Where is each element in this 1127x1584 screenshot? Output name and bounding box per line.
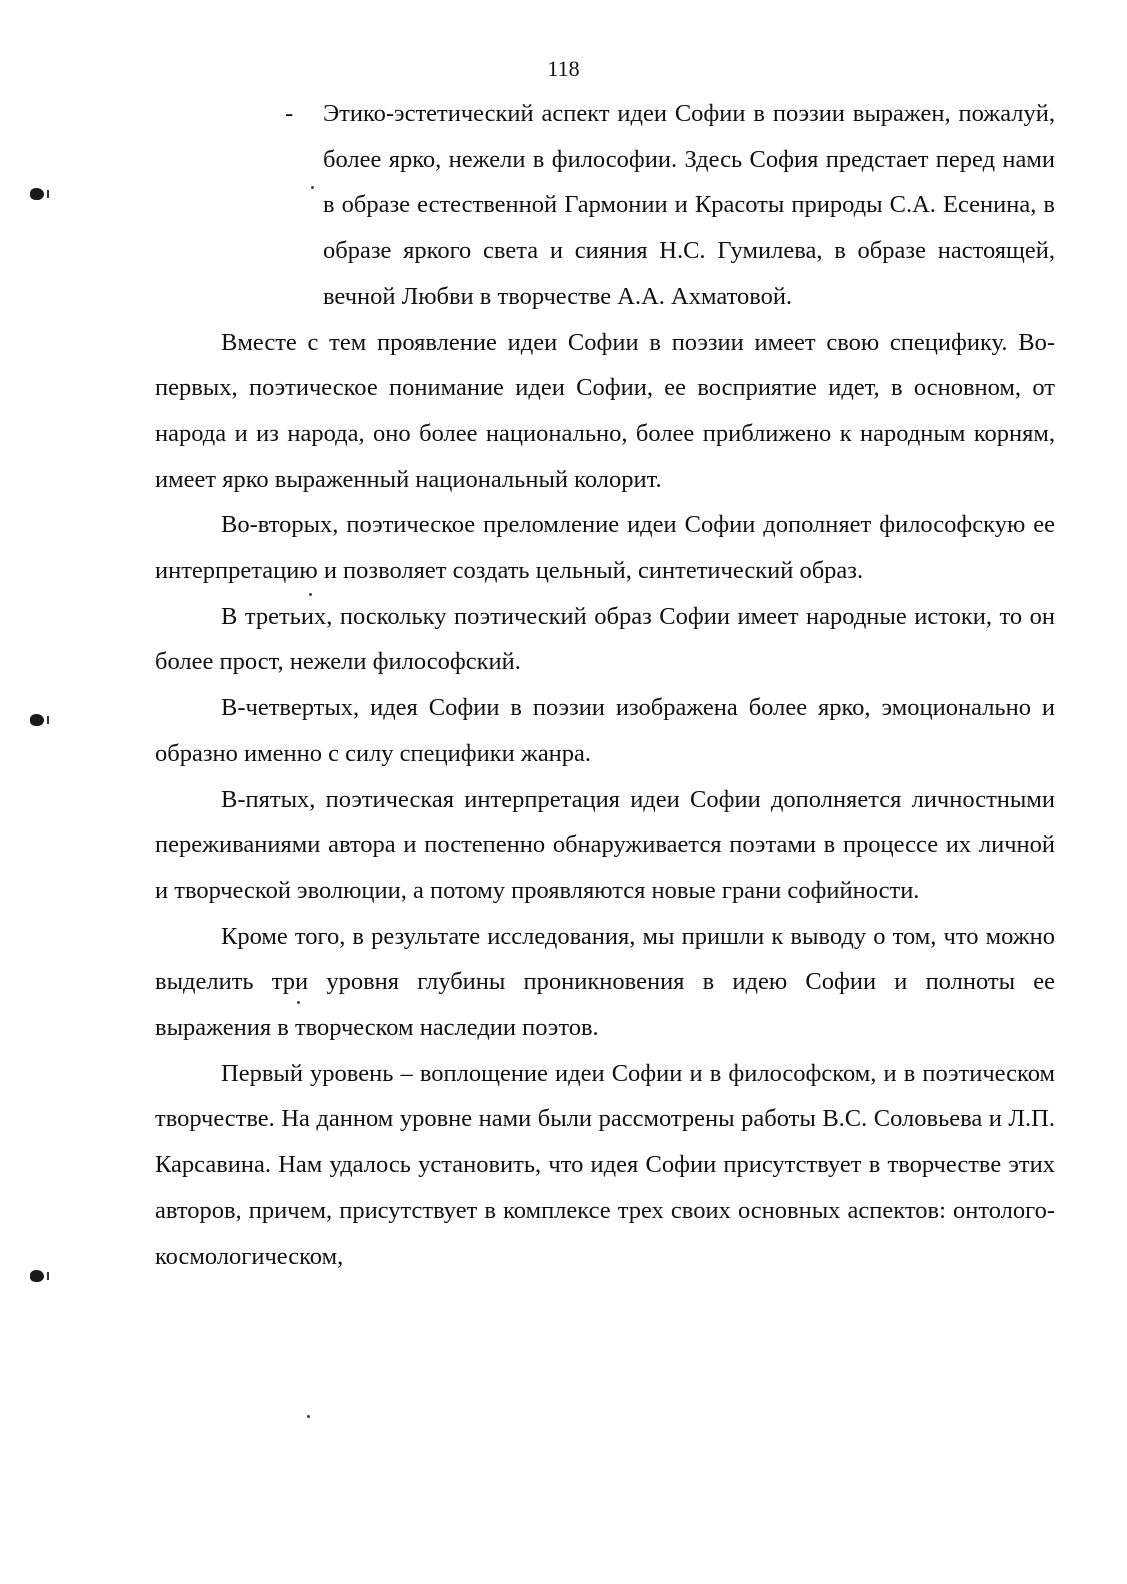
paragraph-specifics: Вместе с тем проявление идеи Софии в поэзии имеет свою специфику. Во-первых, поэтическое понимание идеи Софии, ее восприятие идет, в основном, от народа и из народа, оно более национально, более приближено к народным корням, имеет ярко выраженный национальный колорит.	[155, 328, 1055, 493]
binder-hole-mark	[30, 1270, 44, 1282]
paragraph-fourth: В-четвертых, идея Софии в поэзии изображена более ярко, эмоционально и образно именно с силу специфики жанра.	[155, 694, 1055, 767]
page-number: 118	[547, 56, 580, 81]
paragraph-first-level: Первый уровень – воплощение идеи Софии и в философском, и в поэтическом творчестве. На данном уровне нами были рассмотрены работы В.С. Соловьева и Л.П. Карсавина. Нам удалось установить, что идея Софии присутствует в творчестве этих авторов, причем, присутствует в комплексе трех своих основных аспектов: онтолого-космологическом,	[155, 1059, 1055, 1270]
scan-speck	[307, 1415, 310, 1418]
bullet-text: Этико-эстетический аспект идеи Софии в поэзии выражен, пожалуй, более ярко, нежели в философии. Здесь София предстает перед нами в образе естественной Гармонии и Красоты природы С.А. Есенина, в образе яркого света и сияния Н.С. Гумилева, в образе настоящей, вечной Любви в творчестве А.А. Ахматовой.	[323, 100, 1055, 310]
bullet-item	[155, 91, 1055, 320]
paragraph-third: В третьих, поскольку поэтический образ Софии имеет народные истоки, то он более прост, нежели философский.	[155, 602, 1055, 676]
binder-hole-mark	[30, 714, 44, 726]
paragraph-fifth: В-пятых, поэтическая интерпретация идеи Софии дополняется личностными переживаниями автора и постепенно обнаруживается поэтами в процессе их личной и творческой эволюции, а потому проявляются новые грани софийности.	[155, 785, 1055, 904]
bullet-dash: -	[285, 100, 294, 127]
binder-hole-mark	[30, 188, 44, 200]
paragraph-second: Во-вторых, поэтическое преломление идеи Софии дополняет философскую ее интерпретацию и позволяет создать цельный, синтетический образ.	[155, 511, 1055, 585]
paragraph-levels: Кроме того, в результате исследования, мы пришли к выводу о том, что можно выделить три уровня глубины проникновения в идею Софии и полноты ее выражения в творческом наследии поэтов.	[155, 922, 1055, 1042]
document-body	[155, 91, 1055, 1279]
